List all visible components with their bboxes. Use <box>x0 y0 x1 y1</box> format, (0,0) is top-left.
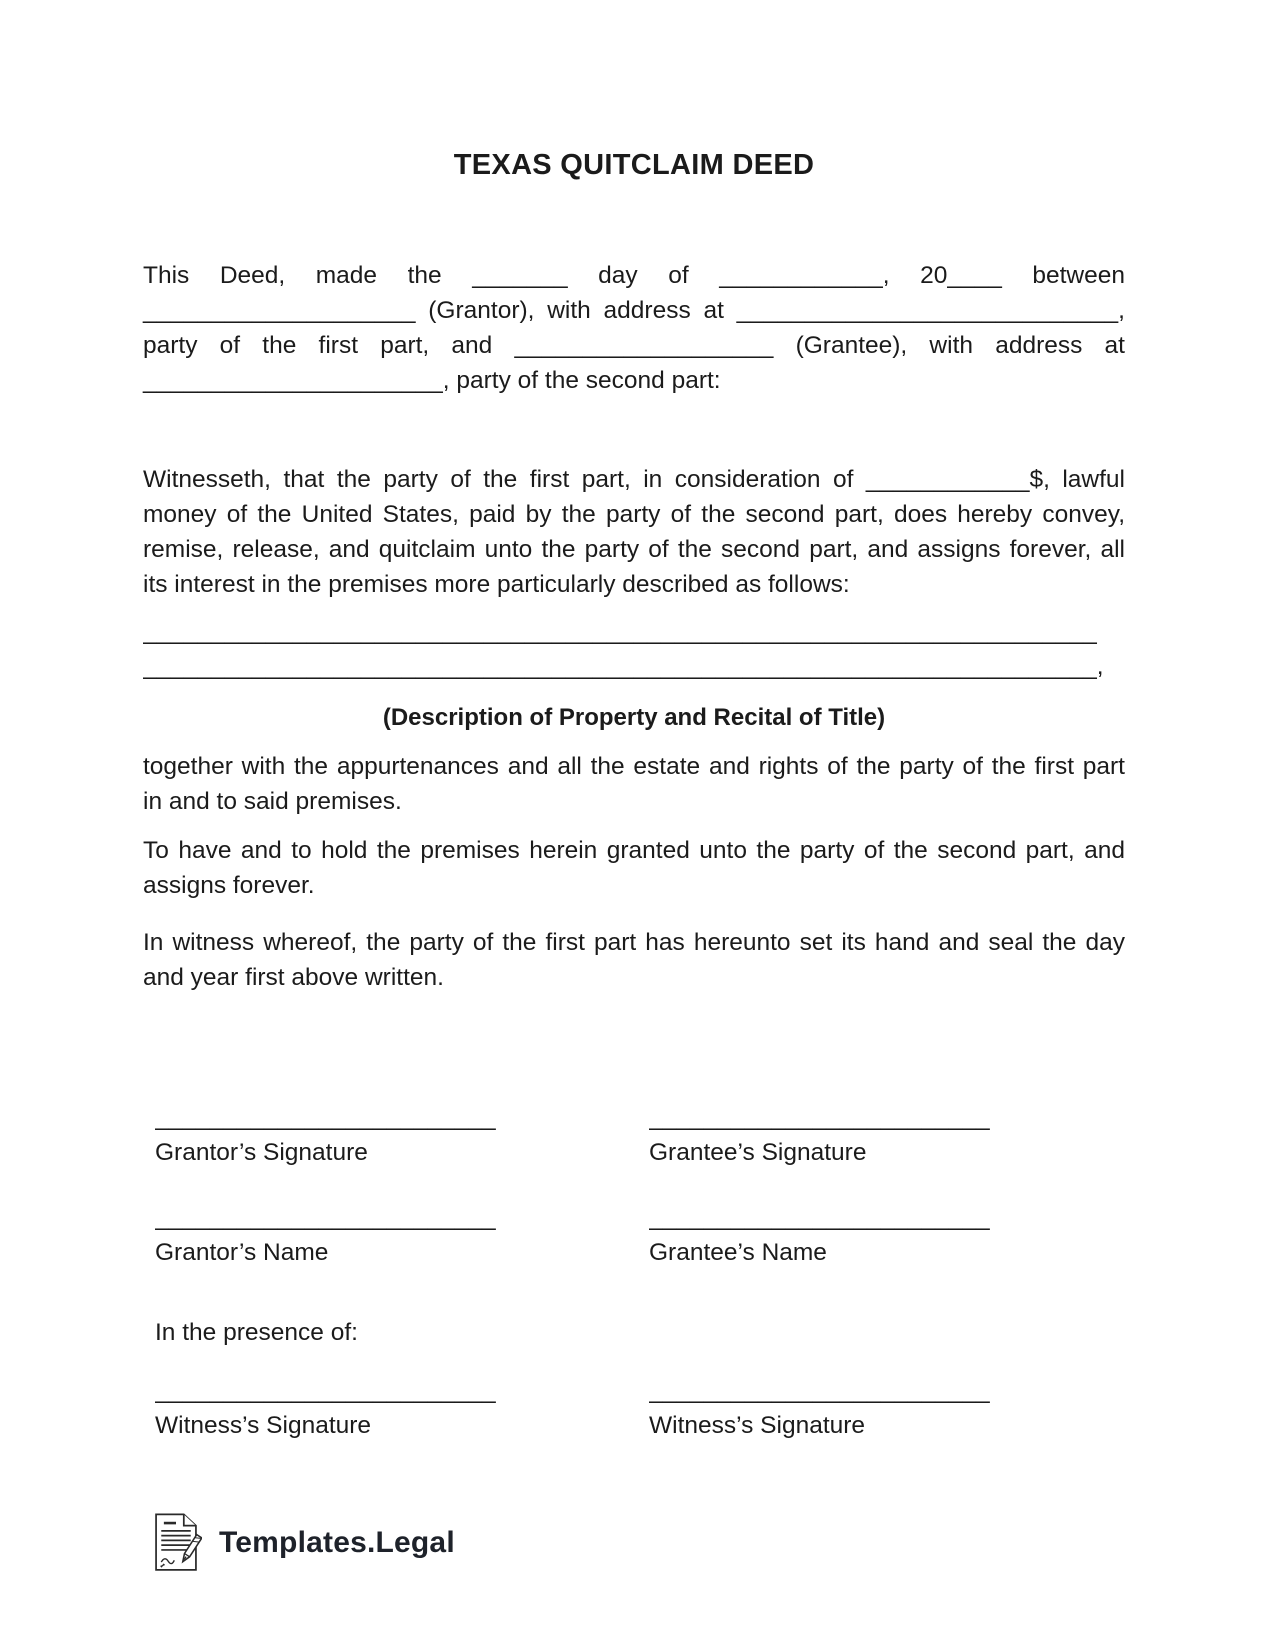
witness-signature-block <box>155 1373 649 1443</box>
signature-row <box>155 1100 1125 1170</box>
witness-signature-row <box>155 1373 1125 1443</box>
logo-text: Templates.Legal <box>219 1526 455 1559</box>
intro-line: This Deed, made the _______ day of ____________, 20____ between <box>143 262 1125 289</box>
grantor-signature-block <box>155 1100 649 1170</box>
together-line: in and to said premises. <box>143 788 402 815</box>
intro-line: ______________________, party of the second part: <box>143 367 721 394</box>
grantee-signature-block <box>649 1100 1125 1170</box>
intro-paragraph <box>143 258 1125 398</box>
witnesseth-line: money of the United States, paid by the party of the second part, does hereby convey, <box>143 501 1125 528</box>
grantee-signature-label: Grantee’s Signature <box>649 1139 867 1166</box>
witnesseth-paragraph <box>143 462 1125 602</box>
witness-section <box>155 1373 1125 1443</box>
templates-legal-logo[interactable] <box>150 1512 1125 1574</box>
grantor-signature-line: _________________________ <box>155 1104 496 1131</box>
witnesseth-line: remise, release, and quitclaim unto the party of the second part, and assigns forever, all <box>143 536 1125 563</box>
witness-signature-label: Witness’s Signature <box>649 1412 866 1439</box>
grantor-name-line: _________________________ <box>155 1204 496 1231</box>
grantor-signature-label: Grantor’s Signature <box>155 1139 368 1166</box>
description-heading: (Description of Property and Recital of Title) <box>382 704 886 731</box>
habendum-line: assigns forever. <box>143 872 315 899</box>
document-pen-icon <box>150 1512 202 1574</box>
habendum-paragraph <box>143 833 1125 903</box>
witnesseth-line: its interest in the premises more particularly described as follows: <box>143 571 850 598</box>
signature-section <box>155 1100 1125 1270</box>
name-row <box>155 1200 1125 1270</box>
witness-signature-label: Witness’s Signature <box>155 1412 372 1439</box>
grantee-name-block <box>649 1200 1125 1270</box>
presence-label: In the presence of: <box>155 1319 358 1346</box>
together-line: together with the appurtenances and all the estate and rights of the party of the first part <box>143 753 1125 780</box>
grantor-name-label: Grantor’s Name <box>155 1239 329 1266</box>
habendum-line: To have and to hold the premises herein granted unto the party of the second part, and <box>143 837 1125 864</box>
in-witness-line: and year first above written. <box>143 964 444 991</box>
in-witness-paragraph <box>143 925 1125 995</box>
grantee-name-label: Grantee’s Name <box>649 1239 827 1266</box>
intro-line: ____________________ (Grantor), with address at ____________________________, <box>143 297 1125 324</box>
grantee-name-line: _________________________ <box>649 1204 990 1231</box>
in-witness-line: In witness whereof, the party of the first part has hereunto set its hand and seal the day <box>143 929 1125 956</box>
property-description-blanks <box>143 614 1125 684</box>
witness-signature-line: _________________________ <box>649 1377 990 1404</box>
property-description-blank-line: ______________________________________________________________________ <box>143 618 1097 645</box>
grantee-signature-line: _________________________ <box>649 1104 990 1131</box>
witnesseth-line: Witnesseth, that the party of the first part, in consideration of ____________$, lawful <box>143 466 1125 493</box>
together-paragraph <box>143 749 1125 819</box>
witness-signature-block <box>649 1373 1125 1443</box>
grantor-name-block <box>155 1200 649 1270</box>
witness-signature-line: _________________________ <box>155 1377 496 1404</box>
page-title: TEXAS QUITCLAIM DEED <box>453 149 815 181</box>
property-description-blank-line: ______________________________________________________________________, <box>143 653 1104 680</box>
intro-line: party of the first part, and ___________________ (Grantee), with address at <box>143 332 1125 359</box>
